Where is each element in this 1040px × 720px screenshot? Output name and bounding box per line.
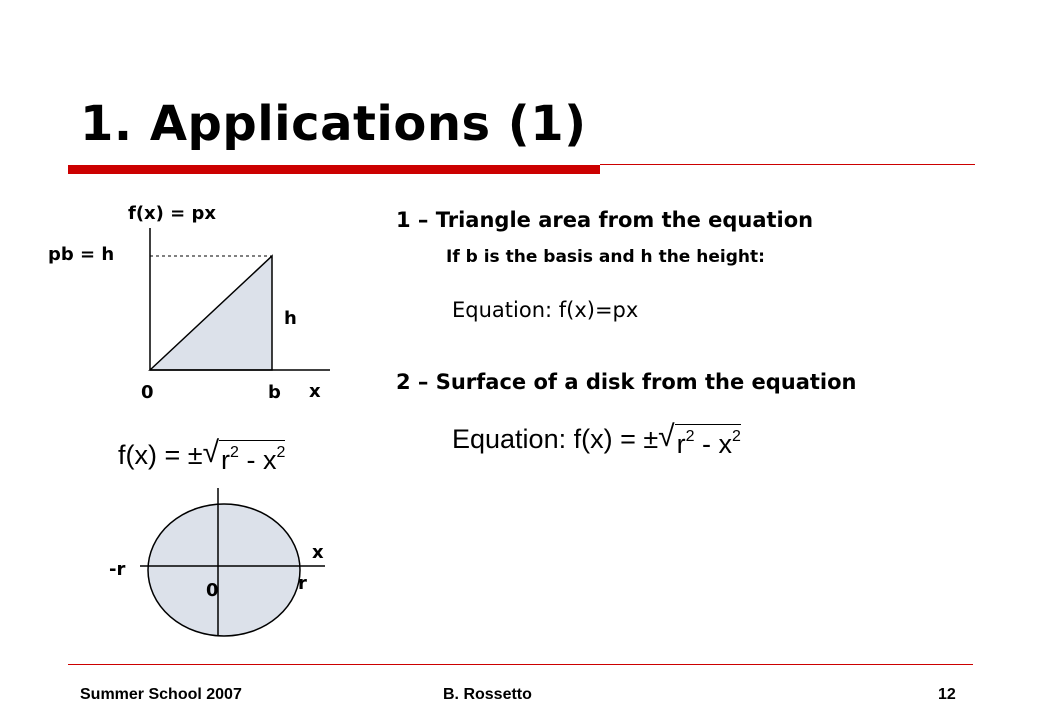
disk-formula-radicand: [219, 440, 285, 476]
section2-heading: 2 – Surface of a disk from the equation: [396, 370, 857, 394]
disk-formula-lhs: f(x) = ±: [118, 440, 203, 470]
square-root-icon: √: [202, 436, 220, 469]
disk-formula-r: r: [221, 445, 231, 475]
triangle-axis-label: x: [309, 381, 321, 402]
disk-formula: [118, 436, 286, 476]
triangle-height-label: pb = h: [48, 244, 115, 265]
section2-formula-r: r: [676, 429, 686, 459]
page-number: 12: [938, 686, 956, 703]
disk-pos-r-label: r: [298, 573, 307, 594]
disk-neg-r-label: -r: [109, 559, 126, 580]
square-root-icon: √: [658, 420, 675, 453]
section2-formula-radicand: [675, 424, 741, 460]
slide-title: 1. Applications (1): [80, 96, 587, 152]
footer-rule: [68, 664, 973, 665]
disk-shape: [148, 504, 300, 636]
disk-formula-r-exp: 2: [230, 444, 239, 461]
footer-left: Summer School 2007: [80, 686, 242, 703]
triangle-origin-label: 0: [141, 382, 154, 403]
footer-author: B. Rossetto: [443, 686, 532, 703]
disk-formula-x-exp: 2: [276, 444, 286, 461]
section2-formula-x-exp: 2: [732, 428, 741, 445]
disk-formula-mid: - x: [238, 445, 277, 475]
section2-formula-radical: [658, 420, 741, 460]
triangle-function-label: f(x) = px: [128, 203, 217, 224]
section2-formula: [452, 420, 741, 460]
section2-formula-lhs: Equation: f(x) = ±: [452, 424, 659, 454]
section2-formula-mid: - x: [694, 429, 733, 459]
triangle-side-label: h: [284, 308, 297, 329]
disk-formula-radical: [202, 436, 286, 476]
section1-heading: 1 – Triangle area from the equation: [396, 208, 814, 232]
section1-subheading: If b is the basis and h the height:: [446, 247, 765, 267]
disk-axis-label: x: [312, 542, 324, 563]
section2-formula-r-exp: 2: [685, 428, 695, 445]
disk-origin-label: 0: [206, 580, 219, 601]
triangle-shape: [150, 256, 272, 370]
section1-equation: Equation: f(x)=px: [452, 298, 639, 322]
triangle-base-label: b: [268, 382, 281, 403]
